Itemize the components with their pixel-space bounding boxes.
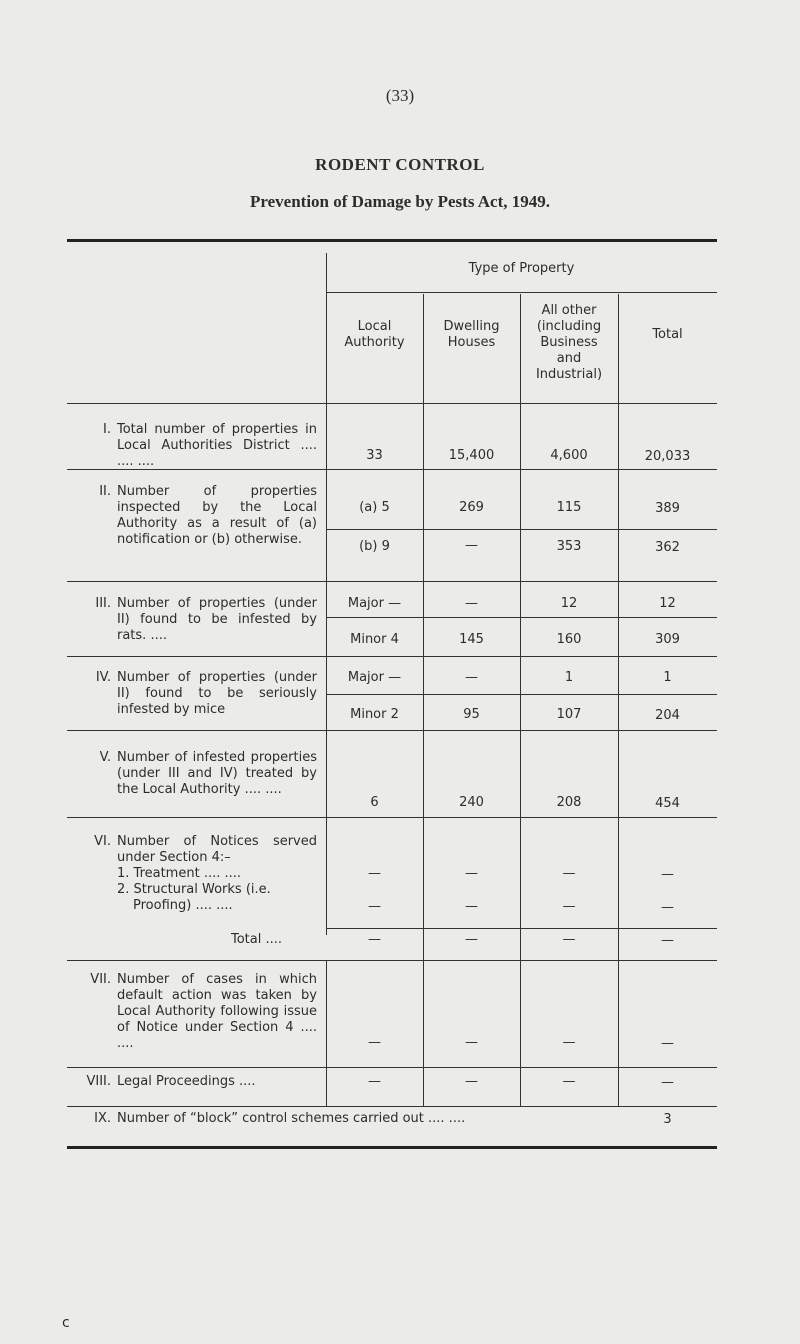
cell-value: —: [562, 1074, 576, 1089]
row-label: Total number of properties in Local Authorities District .... .... ....: [117, 422, 317, 469]
cell-value: 353: [556, 539, 582, 554]
row-label: Number of infested properties (under III and IV) treated by the Local Authority .... ....: [117, 750, 317, 797]
total-label: Total ....: [231, 932, 283, 947]
cell-value: 15,400: [448, 448, 495, 463]
row-rule: [67, 1106, 717, 1107]
cell-value: 362: [655, 540, 680, 555]
cell-value: 240: [459, 795, 484, 810]
row-sub-label: 2. Structural Works (i.e. Proofing) .... ....: [117, 882, 271, 913]
cell-value: (b) 9: [359, 539, 390, 554]
col-header-local-authority: Local Authority: [344, 319, 405, 350]
cell-value: 269: [459, 500, 484, 515]
row-label: Number of “block” control schemes carried out .... ....: [117, 1111, 466, 1126]
row-number: I.: [103, 422, 111, 437]
cell-value: —: [465, 866, 478, 881]
table-bottom-rule: [67, 1146, 717, 1149]
cell-value: —: [465, 899, 478, 914]
page-subtitle: Prevention of Damage by Pests Act, 1949.: [250, 192, 550, 211]
cell-value: —: [368, 866, 381, 881]
col-divider: [618, 960, 619, 1107]
row-number: VIII.: [86, 1074, 111, 1089]
subrow-rule: [326, 694, 717, 695]
row-label: Number of properties inspected by the Local Authority as a result of (a) notification or (b) otherwise.: [117, 484, 317, 547]
row-rule: [67, 581, 717, 582]
group-header: Type of Property: [468, 261, 575, 276]
col-divider: [520, 960, 521, 1107]
cell-value: 389: [655, 501, 680, 516]
col-header-total: Total: [652, 327, 683, 342]
cell-value: —: [562, 1035, 576, 1050]
row-label: Number of cases in which default action was taken by Local Authority following issue of Notice under Section 4 .... ....: [117, 972, 317, 1051]
cell-value: —: [368, 932, 381, 947]
row-sub-label: 1. Treatment .... ....: [117, 866, 242, 881]
cell-value: —: [465, 1035, 478, 1050]
col-divider: [326, 253, 327, 935]
cell-value: —: [562, 932, 576, 947]
cell-value: 12: [659, 596, 676, 611]
cell-value: 6: [370, 795, 379, 810]
row-number: IV.: [95, 670, 111, 685]
cell-value: —: [465, 932, 478, 947]
cell-value: 3: [663, 1112, 672, 1127]
cell-value: —: [465, 538, 478, 553]
cell-value: 12: [560, 596, 578, 611]
row-number: III.: [95, 596, 111, 611]
cell-value: 33: [366, 448, 383, 463]
row-rule: [67, 817, 717, 818]
cell-value: —: [661, 867, 674, 882]
row-number: V.: [99, 750, 111, 765]
corner-mark: c: [62, 1315, 70, 1331]
cell-value: 1: [663, 670, 672, 685]
cell-value: —: [661, 1075, 674, 1090]
row-number: II.: [99, 484, 111, 499]
cell-value: —: [368, 899, 381, 914]
cell-value: —: [661, 1036, 674, 1051]
col-header-dwelling-houses: Dwelling Houses: [443, 319, 500, 350]
col-divider: [326, 960, 327, 1107]
cell-value: 20,033: [644, 449, 691, 464]
cell-value: (a) 5: [359, 500, 390, 515]
header-bottom-rule: [67, 403, 717, 404]
row-rule: [67, 960, 717, 961]
cell-value: 1: [564, 670, 574, 685]
col-header-all-other: All other (including Business and Industrial): [535, 303, 603, 382]
page-title: RODENT CONTROL: [315, 155, 485, 174]
subrow-rule: [326, 617, 717, 618]
page-number: (33): [385, 86, 415, 105]
cell-value: Minor 2: [350, 707, 399, 722]
col-divider: [520, 294, 521, 960]
col-divider: [423, 960, 424, 1107]
cell-value: —: [661, 900, 674, 915]
row-rule: [67, 730, 717, 731]
cell-value: —: [465, 670, 478, 685]
cell-value: 204: [655, 708, 680, 723]
row-rule: [67, 656, 717, 657]
cell-value: 160: [556, 632, 582, 647]
cell-value: 107: [556, 707, 582, 722]
col-divider: [423, 294, 424, 960]
cell-value: —: [661, 933, 674, 948]
cell-value: Minor 4: [350, 632, 399, 647]
row-label: Number of properties (under II) found to be infested by rats. ....: [117, 596, 317, 643]
row-label: Legal Proceedings ....: [117, 1074, 256, 1089]
cell-value: —: [368, 1035, 381, 1050]
cell-value: Major —: [347, 596, 402, 611]
cell-value: —: [465, 596, 478, 611]
cell-value: —: [562, 899, 576, 914]
cell-value: —: [368, 1074, 381, 1089]
cell-value: —: [562, 866, 576, 881]
row-number: VI.: [94, 834, 111, 849]
row-number: VII.: [90, 972, 111, 987]
cell-value: —: [465, 1074, 478, 1089]
cell-value: Major —: [347, 670, 402, 685]
top-rule: [67, 239, 717, 242]
subrow-rule: [326, 529, 717, 530]
row-label: Number of properties (under II) found to be seriously infested by mice: [117, 670, 317, 717]
row-rule: [67, 1067, 717, 1068]
cell-value: 115: [556, 500, 582, 515]
cell-value: 145: [459, 632, 484, 647]
rodent-control-table: [67, 239, 717, 960]
subtotal-rule: [326, 928, 717, 929]
col-divider: [618, 294, 619, 960]
cell-value: 454: [655, 796, 680, 811]
cell-value: 95: [463, 707, 480, 722]
cell-value: 309: [655, 632, 680, 647]
cell-value: 4,600: [550, 448, 588, 463]
row-number: IX.: [94, 1111, 111, 1126]
header-rule: [326, 292, 717, 293]
row-label: Number of Notices served under Section 4:–: [117, 834, 317, 865]
cell-value: 208: [556, 795, 582, 810]
